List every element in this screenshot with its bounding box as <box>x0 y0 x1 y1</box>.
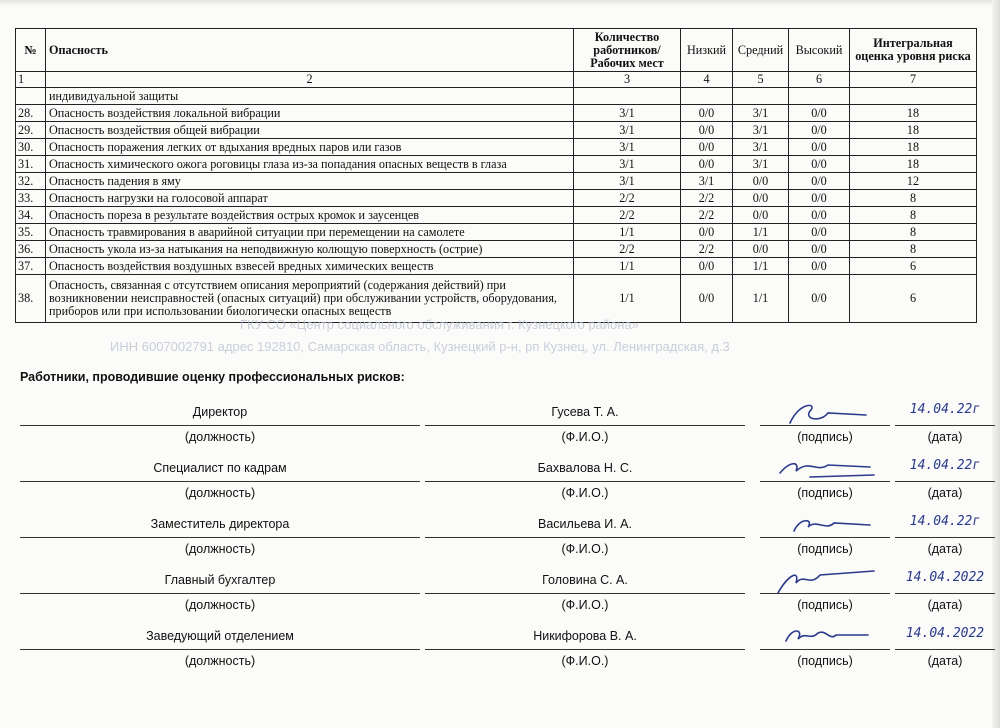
row-number: 35. <box>16 224 46 241</box>
name-caption: (Ф.И.О.) <box>561 598 609 612</box>
signature-scribble <box>770 453 880 483</box>
high-cell: 0/0 <box>789 258 850 275</box>
high-cell: 0/0 <box>789 105 850 122</box>
date-caption: (дата) <box>927 654 963 668</box>
position-value: Специалист по кадрам <box>153 461 287 475</box>
date-value: 14.04.22г <box>909 458 981 473</box>
faded-stamp <box>90 317 970 361</box>
table-row <box>16 207 977 224</box>
high-cell: 0/0 <box>789 173 850 190</box>
date-value: 14.04.22г <box>909 514 981 529</box>
count-cell: 1/1 <box>574 224 681 241</box>
hazard-cell: Опасность нагрузки на голосовой аппарат <box>46 190 574 207</box>
score-cell: 8 <box>850 224 977 241</box>
high-cell: 0/0 <box>789 207 850 224</box>
table-row <box>16 122 977 139</box>
signature-caption: (подпись) <box>797 542 853 556</box>
date-underline <box>895 537 995 538</box>
row-number: 31. <box>16 156 46 173</box>
table-row <box>16 241 977 258</box>
high-cell: 0/0 <box>789 122 850 139</box>
header-mid: Средний <box>733 29 789 72</box>
table-row <box>16 173 977 190</box>
signatures-heading: Работники, проводившие оценку профессиональных рисков: <box>20 370 405 384</box>
score-cell: 8 <box>850 207 977 224</box>
position-caption: (должность) <box>184 486 256 500</box>
signature-underline <box>760 425 890 426</box>
index-row <box>16 72 977 88</box>
risk-table <box>15 28 977 323</box>
score-cell: 8 <box>850 241 977 258</box>
position-underline <box>20 593 420 594</box>
table-row <box>16 105 977 122</box>
score-cell: 18 <box>850 122 977 139</box>
row-number: 30. <box>16 139 46 156</box>
position-underline <box>20 649 420 650</box>
signature-scribble <box>770 565 880 595</box>
low-cell: 3/1 <box>681 173 733 190</box>
position-value: Главный бухгалтер <box>164 573 276 587</box>
count-cell: 2/2 <box>574 190 681 207</box>
position-value: Директор <box>192 405 248 419</box>
position-underline <box>20 481 420 482</box>
row-number: 36. <box>16 241 46 258</box>
name-value: Никифорова В. А. <box>533 629 637 643</box>
high-cell: 0/0 <box>789 139 850 156</box>
mid-cell: 3/1 <box>733 122 789 139</box>
score-cell: 8 <box>850 190 977 207</box>
hazard-cell: Опасность, связанная с отсутствием описания мероприятий (содержания действий) при возникновении неисправностей (опасных ситуаций) при обслуживании устройств, оборудования, приборов или при использовании биологически опасных веществ <box>46 275 574 323</box>
row-number: 28. <box>16 105 46 122</box>
mid-cell: 0/0 <box>733 173 789 190</box>
mid-cell: 0/0 <box>733 207 789 224</box>
index-cell: 4 <box>681 72 733 88</box>
high-cell: 0/0 <box>789 224 850 241</box>
mid-cell: 1/1 <box>733 258 789 275</box>
position-caption: (должность) <box>184 654 256 668</box>
hazard-cell: Опасность травмирования в аварийной ситуации при перемещении на самолете <box>46 224 574 241</box>
date-caption: (дата) <box>927 486 963 500</box>
mid-cell: 1/1 <box>733 275 789 323</box>
high-cell: 0/0 <box>789 190 850 207</box>
hazard-cell: Опасность пореза в результате воздействия острых кромок и заусенцев <box>46 207 574 224</box>
name-value: Васильева И. А. <box>538 517 632 531</box>
name-underline <box>425 537 745 538</box>
position-value: Заведующий отделением <box>146 629 294 643</box>
mid-cell: 1/1 <box>733 224 789 241</box>
table-row <box>16 275 977 323</box>
hazard-cell: Опасность укола из-за натыкания на неподвижную колющую поверхность (острие) <box>46 241 574 258</box>
date-underline <box>895 481 995 482</box>
index-cell: 6 <box>789 72 850 88</box>
date-underline <box>895 649 995 650</box>
count-cell: 3/1 <box>574 173 681 190</box>
continuation-row <box>16 88 977 105</box>
signature-caption: (подпись) <box>797 654 853 668</box>
index-cell: 5 <box>733 72 789 88</box>
signature-caption: (подпись) <box>797 598 853 612</box>
hazard-cell: Опасность падения в яму <box>46 173 574 190</box>
date-value: 14.04.2022 <box>905 570 985 585</box>
mid-cell: 0/0 <box>733 190 789 207</box>
header-low: Низкий <box>681 29 733 72</box>
table-row <box>16 190 977 207</box>
header-num: № <box>16 29 46 72</box>
name-value: Головина С. А. <box>542 573 628 587</box>
date-value: 14.04.2022 <box>905 626 985 641</box>
row-number: 33. <box>16 190 46 207</box>
stamp-line-2: ИНН 6007002791 адрес 192810, Самарская область, Кузнецкий р-н, рп Кузнец, ул. Ленинградская, д.3 <box>110 339 730 354</box>
score-cell: 18 <box>850 156 977 173</box>
position-underline <box>20 537 420 538</box>
mid-cell: 3/1 <box>733 139 789 156</box>
date-caption: (дата) <box>927 542 963 556</box>
low-cell: 0/0 <box>681 224 733 241</box>
date-underline <box>895 425 995 426</box>
position-caption: (должность) <box>184 598 256 612</box>
position-caption: (должность) <box>184 430 256 444</box>
signature-row <box>0 627 1000 687</box>
name-caption: (Ф.И.О.) <box>561 430 609 444</box>
continuation-num-cell <box>16 88 46 105</box>
position-value: Заместитель директора <box>150 517 290 531</box>
score-cell: 6 <box>850 275 977 323</box>
low-cell: 0/0 <box>681 139 733 156</box>
signature-underline <box>760 537 890 538</box>
signature-underline <box>760 481 890 482</box>
name-value: Бахвалова Н. С. <box>537 461 633 475</box>
index-cell: 3 <box>574 72 681 88</box>
hazard-cell: Опасность химического ожога роговицы глаза из-за попадания опасных веществ в глаза <box>46 156 574 173</box>
name-underline <box>425 425 745 426</box>
position-caption: (должность) <box>184 542 256 556</box>
table-row <box>16 224 977 241</box>
low-cell: 0/0 <box>681 258 733 275</box>
signature-caption: (подпись) <box>797 430 853 444</box>
row-number: 38. <box>16 275 46 323</box>
high-cell: 0/0 <box>789 275 850 323</box>
signature-underline <box>760 593 890 594</box>
row-number: 34. <box>16 207 46 224</box>
row-number: 29. <box>16 122 46 139</box>
hazard-cell: Опасность воздействия локальной вибрации <box>46 105 574 122</box>
mid-cell: 3/1 <box>733 105 789 122</box>
name-underline <box>425 481 745 482</box>
hazard-cell: Опасность воздействия воздушных взвесей вредных химических веществ <box>46 258 574 275</box>
count-cell: 3/1 <box>574 139 681 156</box>
count-cell: 3/1 <box>574 156 681 173</box>
count-cell: 3/1 <box>574 105 681 122</box>
low-cell: 0/0 <box>681 275 733 323</box>
name-caption: (Ф.И.О.) <box>561 654 609 668</box>
table-header-row <box>16 29 977 72</box>
mid-cell: 3/1 <box>733 156 789 173</box>
table-row <box>16 156 977 173</box>
scan-top-shade <box>0 0 1000 6</box>
date-caption: (дата) <box>927 598 963 612</box>
header-high: Высокий <box>789 29 850 72</box>
index-cell: 2 <box>46 72 574 88</box>
low-cell: 2/2 <box>681 190 733 207</box>
high-cell: 0/0 <box>789 241 850 258</box>
name-underline <box>425 593 745 594</box>
low-cell: 0/0 <box>681 156 733 173</box>
date-value: 14.04.22г <box>909 402 981 417</box>
date-underline <box>895 593 995 594</box>
hazard-cell: Опасность поражения легких от вдыхания вредных паров или газов <box>46 139 574 156</box>
signature-underline <box>760 649 890 650</box>
continuation-text: индивидуальной защиты <box>46 88 574 105</box>
name-caption: (Ф.И.О.) <box>561 542 609 556</box>
signature-scribble <box>770 509 880 539</box>
high-cell: 0/0 <box>789 156 850 173</box>
date-caption: (дата) <box>927 430 963 444</box>
hazard-cell: Опасность воздействия общей вибрации <box>46 122 574 139</box>
name-value: Гусева Т. А. <box>551 405 619 419</box>
score-cell: 6 <box>850 258 977 275</box>
count-cell: 2/2 <box>574 241 681 258</box>
count-cell: 1/1 <box>574 275 681 323</box>
low-cell: 0/0 <box>681 105 733 122</box>
index-cell: 1 <box>16 72 46 88</box>
table-row <box>16 258 977 275</box>
low-cell: 2/2 <box>681 241 733 258</box>
count-cell: 2/2 <box>574 207 681 224</box>
row-number: 32. <box>16 173 46 190</box>
signature-caption: (подпись) <box>797 486 853 500</box>
mid-cell: 0/0 <box>733 241 789 258</box>
signature-scribble <box>770 397 880 427</box>
low-cell: 2/2 <box>681 207 733 224</box>
score-cell: 12 <box>850 173 977 190</box>
header-integral: Интегральная оценка уровня риска <box>850 29 977 72</box>
header-hazard: Опасность <box>46 29 574 72</box>
low-cell: 0/0 <box>681 122 733 139</box>
index-cell: 7 <box>850 72 977 88</box>
table-row <box>16 139 977 156</box>
count-cell: 3/1 <box>574 122 681 139</box>
header-count: Количество работников/ Рабочих мест <box>574 29 681 72</box>
score-cell: 18 <box>850 139 977 156</box>
row-number: 37. <box>16 258 46 275</box>
signature-scribble <box>770 621 880 651</box>
position-underline <box>20 425 420 426</box>
name-caption: (Ф.И.О.) <box>561 486 609 500</box>
count-cell: 1/1 <box>574 258 681 275</box>
name-underline <box>425 649 745 650</box>
score-cell: 18 <box>850 105 977 122</box>
stamp-line-1: ГКУ СО «Центр социального обслуживания г. Кузнецкого района» <box>240 317 639 332</box>
